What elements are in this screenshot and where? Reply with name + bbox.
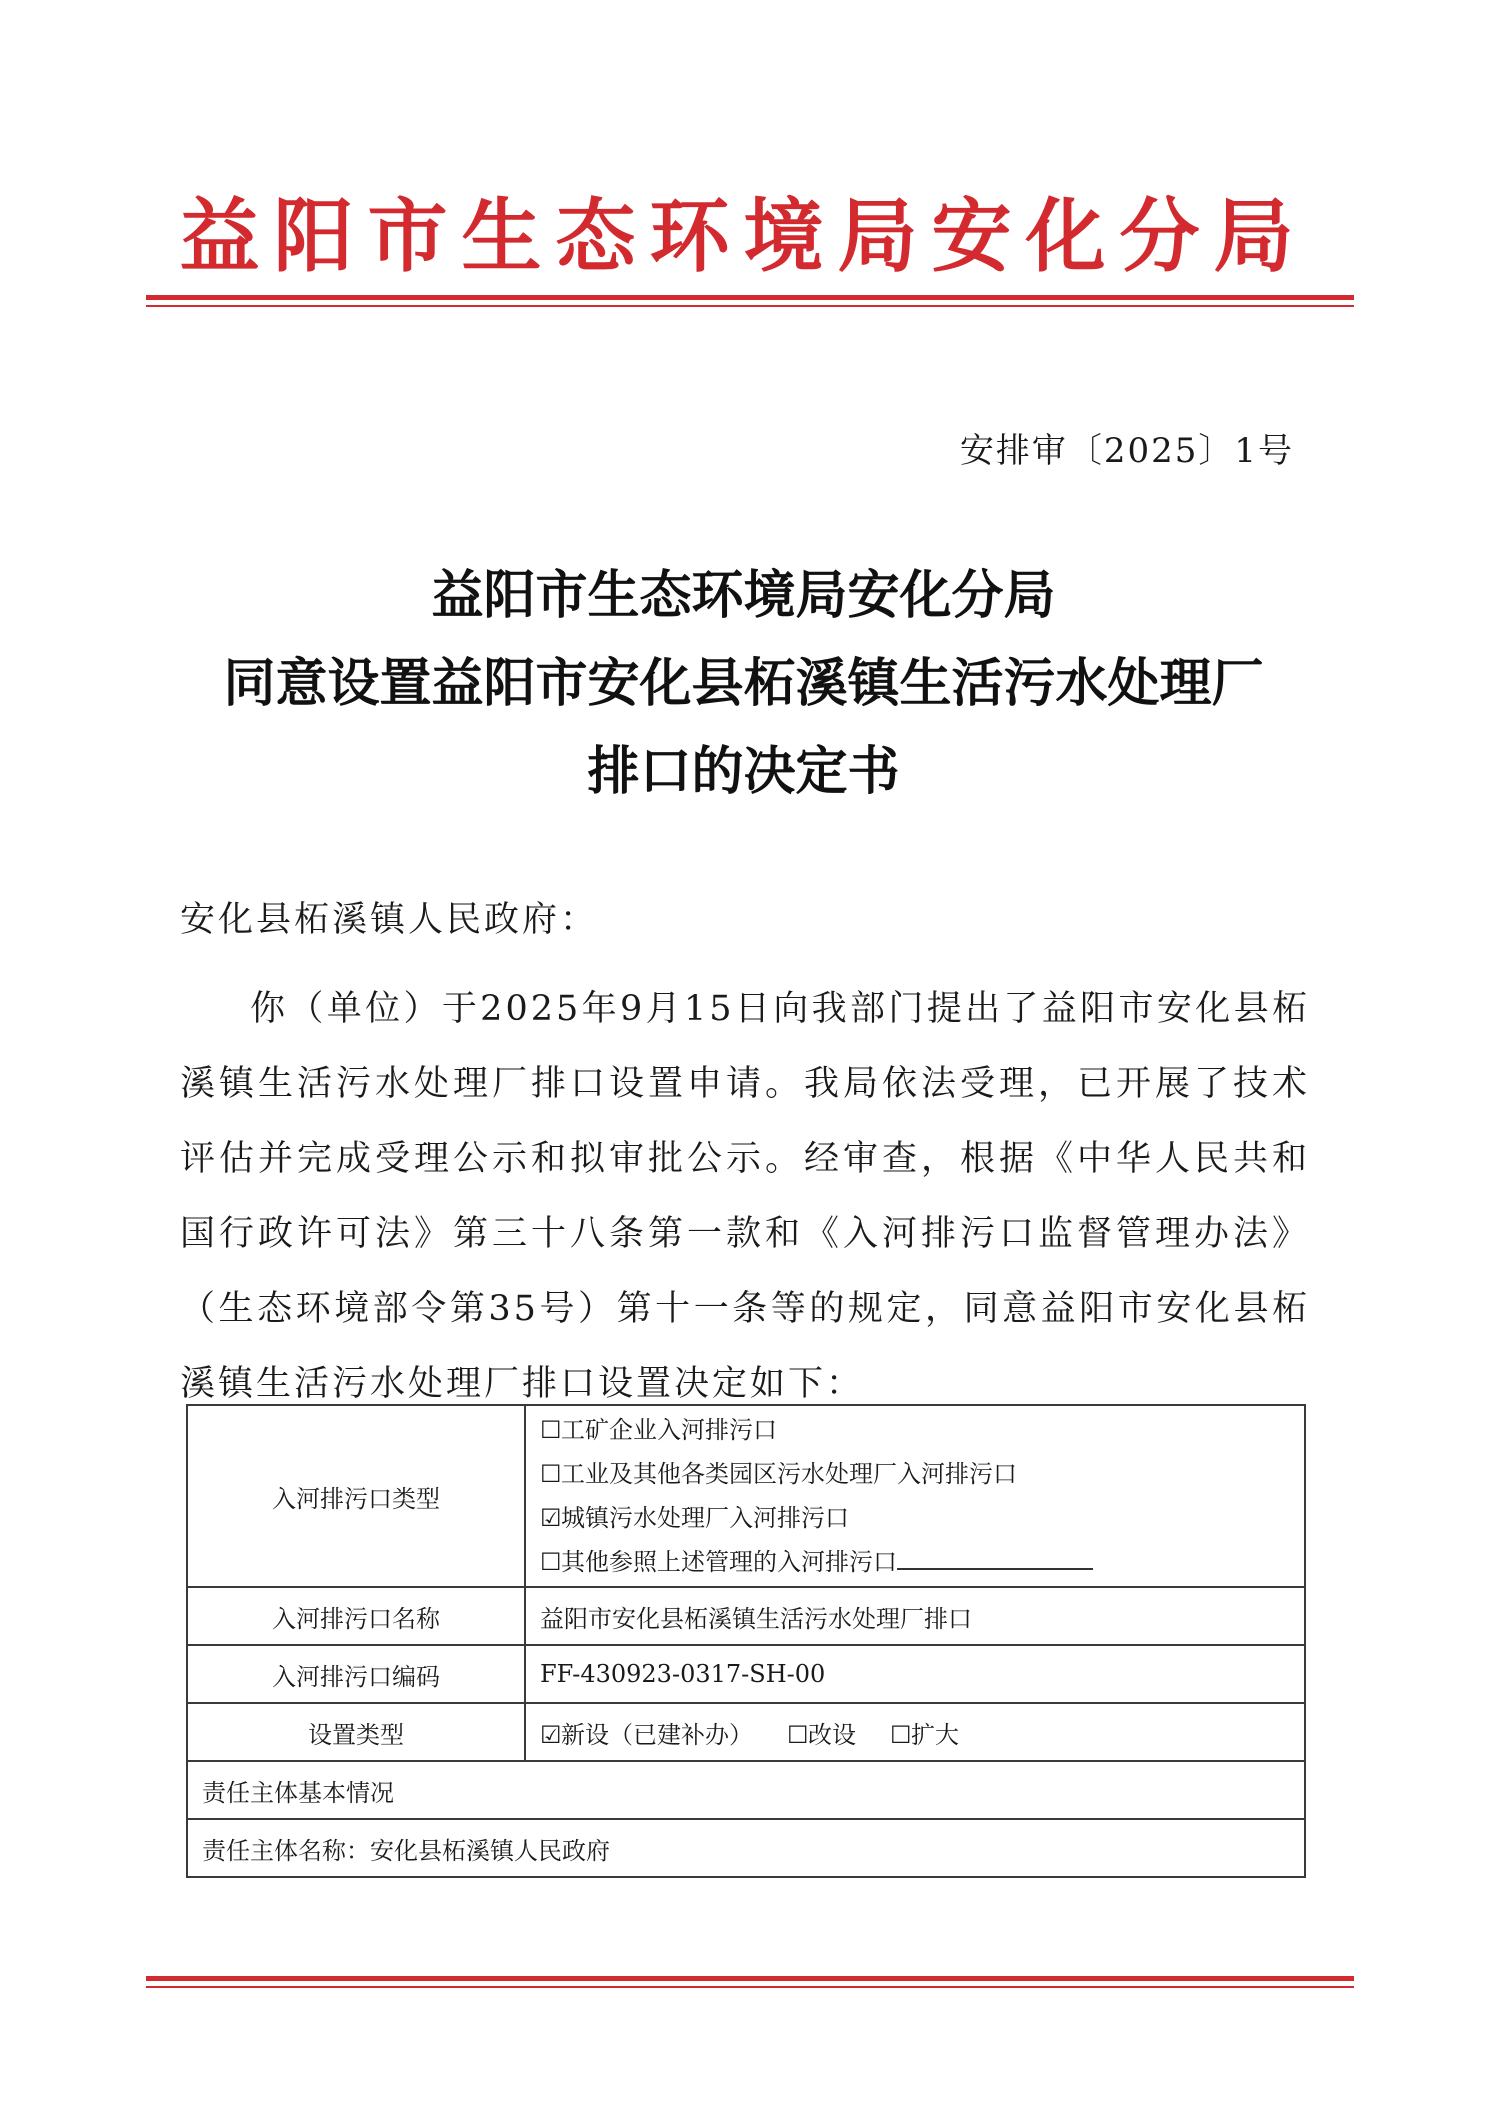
body-paragraph: 你（单位）于2025年9月15日向我部门提出了益阳市安化县柘溪镇生活污水处理厂排口设置申请。我局依法受理，已开展了技术评估并完成受理公示和拟审批公示。经审查，根据《中华人民共和国行政许可法》第三十八条第一款和《入河排污口监督管理办法》（生态环境部令第35号）第十一条等的规定，同意益阳市安化县柘溪镇生活污水处理厂排口设置决定如下： xyxy=(180,989,1310,1404)
agency-banner: 益阳市生态环境局安化分局 xyxy=(179,189,1308,283)
outfall-type-label: 入河排污口类型 xyxy=(187,1405,525,1587)
outfall-code-value: FF-430923-0317-SH-00 xyxy=(525,1645,1305,1703)
checked-checkbox-icon: ☑ xyxy=(540,1720,562,1749)
option-label: 其他参照上述管理的入河排污口 xyxy=(561,1548,897,1576)
outfall-type-option xyxy=(540,1452,1290,1496)
setup-type-label: 设置类型 xyxy=(187,1703,525,1761)
outfall-type-option xyxy=(540,1408,1290,1452)
title-line-1: 益阳市生态环境局安化分局 xyxy=(431,566,1056,626)
outfall-name-value: 益阳市安化县柘溪镇生活污水处理厂排口 xyxy=(525,1587,1305,1645)
checkbox-icon: ☐ xyxy=(890,1720,912,1749)
header-red-rule xyxy=(146,295,1354,300)
responsible-name-value: 安化县柘溪镇人民政府 xyxy=(370,1836,610,1865)
option-label: 工业及其他各类园区污水处理厂入河排污口 xyxy=(561,1460,1017,1488)
outfall-code-label: 入河排污口编码 xyxy=(187,1645,525,1703)
responsible-info-label: 责任主体基本情况 xyxy=(187,1761,1305,1819)
outfall-type-option xyxy=(540,1540,1290,1584)
outfall-code-row xyxy=(187,1645,1305,1703)
checkbox-icon: ☐ xyxy=(787,1720,809,1749)
fill-in-blank xyxy=(897,1546,1093,1570)
responsible-name-row xyxy=(187,1819,1305,1877)
outfall-info-table xyxy=(186,1404,1306,1878)
document-number: 安排审〔2025〕1号 xyxy=(959,431,1294,471)
outfall-type-option xyxy=(540,1496,1290,1540)
setup-type-options xyxy=(525,1703,1305,1761)
responsible-name-cell xyxy=(187,1819,1305,1877)
outfall-type-options xyxy=(525,1405,1305,1587)
recipient: 安化县柘溪镇人民政府： xyxy=(180,900,599,940)
footer-red-rule-thin xyxy=(146,1986,1354,1988)
outfall-name-row xyxy=(187,1587,1305,1645)
option-label: 城镇污水处理厂入河排污口 xyxy=(561,1504,849,1532)
document-title xyxy=(0,552,1487,816)
title-line-2: 同意设置益阳市安化县柘溪镇生活污水处理厂 xyxy=(223,654,1264,714)
option-label: 新设（已建补办） xyxy=(561,1720,753,1749)
responsible-info-row xyxy=(187,1761,1305,1819)
checkbox-icon: ☐ xyxy=(540,1548,562,1576)
option-label: 改设 xyxy=(808,1720,856,1749)
footer-red-rule xyxy=(146,1976,1354,1981)
setup-type-row xyxy=(187,1703,1305,1761)
responsible-name-label: 责任主体名称： xyxy=(202,1836,370,1865)
option-label: 工矿企业入河排污口 xyxy=(561,1416,777,1444)
checked-checkbox-icon: ☑ xyxy=(540,1504,562,1532)
header-red-rule-thin xyxy=(146,305,1354,307)
outfall-type-row xyxy=(187,1405,1305,1587)
title-line-3: 排口的决定书 xyxy=(587,742,900,802)
checkbox-icon: ☐ xyxy=(540,1416,562,1444)
checkbox-icon: ☐ xyxy=(540,1460,562,1488)
option-label: 扩大 xyxy=(911,1720,959,1749)
outfall-name-label: 入河排污口名称 xyxy=(187,1587,525,1645)
